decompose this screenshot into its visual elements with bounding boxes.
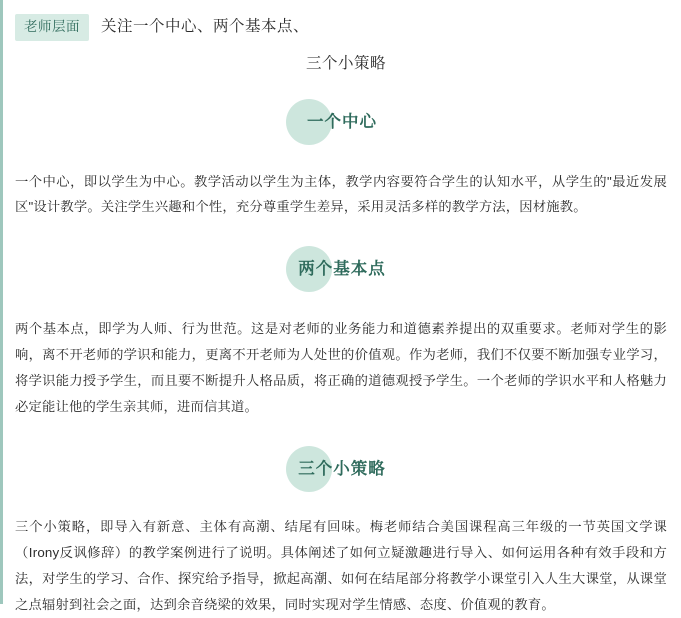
document-header xyxy=(3,0,681,73)
section-heading-two-label: 两个基本点 xyxy=(298,260,386,279)
page-title-line1: 关注一个中心、两个基本点、 xyxy=(101,18,310,35)
page-title-line2: 三个小策略 xyxy=(305,54,386,72)
section-body-two: 两个基本点，即学为人师、行为世范。这是对老师的业务能力和道德素养提出的双重要求。老师对学生的影响，离不开老师的学识和能力，更离不开老师为人处世的价值观。作为老师，我们不仅要不断加强专业学习，将学识能力授予学生，而且要不断提升人格品质，将正确的道德观授予学生。一个老师的学识水平和人格魅力必定能让他的学生亲其师，进而信其道。 xyxy=(15,321,667,415)
section-tag-badge: 老师层面 xyxy=(15,14,89,41)
section-heading-two xyxy=(3,246,681,292)
section-body-one: 一个中心，即以学生为中心。教学活动以学生为主体，教学内容要符合学生的认知水平，从学生的"最近发展区"设计教学。关注学生兴趣和个性，充分尊重学生差异，采用灵活多样的教学方法，因材施教。 xyxy=(15,173,667,215)
section-heading-one xyxy=(3,99,681,145)
section-heading-three-label: 三个小策略 xyxy=(298,460,386,479)
section-heading-one-label: 一个中心 xyxy=(307,112,377,131)
section-body-three: 三个小策略，即导入有新意、主体有高潮、结尾有回味。梅老师结合美国课程高三年级的一节英国文学课（Irony反讽修辞）的教学案例进行了说明。具体阐述了如何立疑激趣进行导入、如何运用各种有效手段和方法，对学生的学习、合作、探究给予指导，掀起高潮、如何在结尾部分将教学小课堂引入人生大课堂，从课堂之点辐射到社会之面，达到余音绕梁的效果，同时实现对学生情感、态度、价值观的教育。 xyxy=(15,519,667,612)
section-heading-three xyxy=(3,446,681,492)
header-row xyxy=(15,14,667,41)
